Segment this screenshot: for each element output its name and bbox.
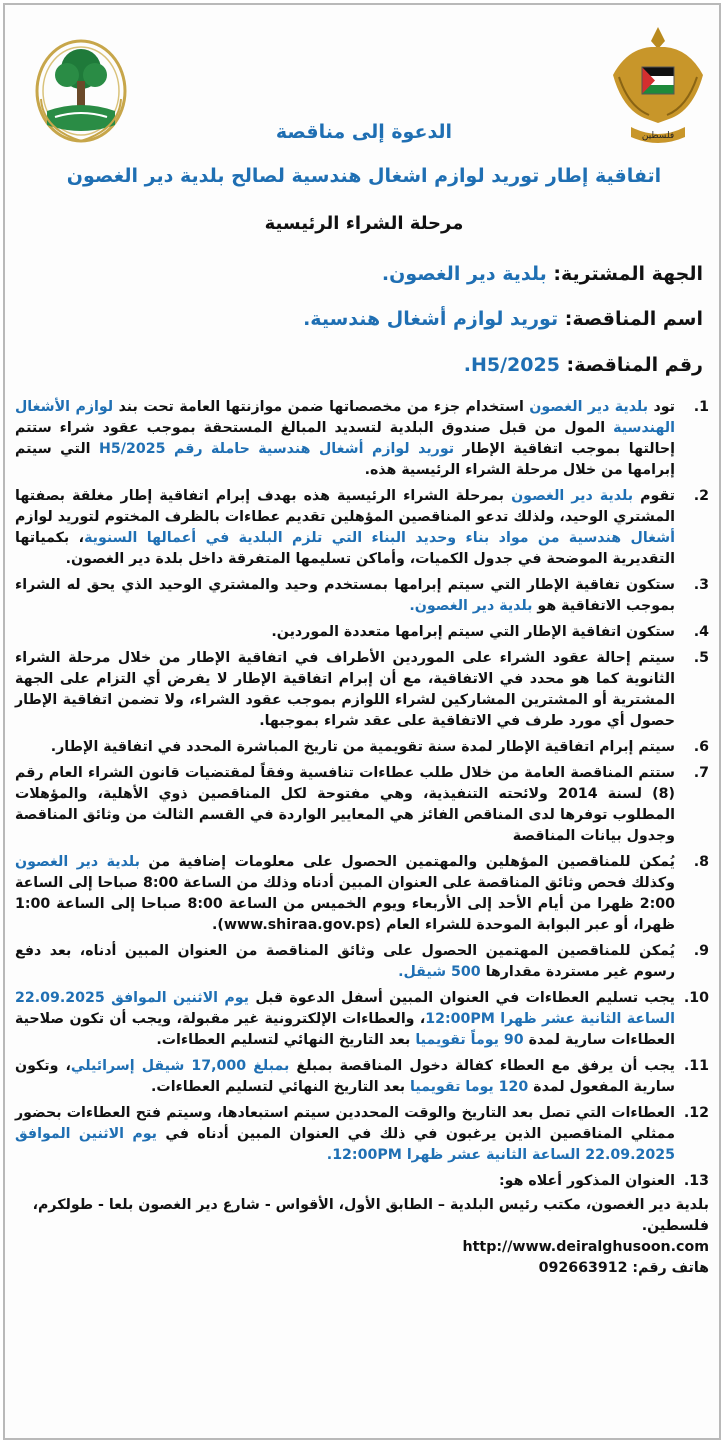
highlighted-text: 500 شيقل.: [398, 964, 481, 980]
item-number: 11.: [683, 1058, 709, 1074]
item-number: 7.: [693, 765, 709, 781]
list-item: [15, 397, 709, 481]
highlighted-text: بلدية دير الغصون: [15, 854, 140, 870]
item-number: 3.: [693, 577, 709, 593]
highlighted-text: 90 يوماً تقويميا: [415, 1032, 524, 1048]
list-item: [15, 1171, 709, 1192]
item-text: ، بكمياتها التقديرية الموضحة في جدول الكميات، وأماكن تسليمها المتفرقة داخل بلدة دير الغصون.: [15, 530, 675, 567]
highlighted-text: لوازم الأشغال الهندسية: [15, 399, 675, 436]
item-number: 12.: [683, 1105, 709, 1121]
list-item: [15, 988, 709, 1051]
highlighted-text: أشغال هندسية من مواد بناء وحديد البناء التي تلزم البلدية في أعمالها السنوية: [84, 530, 675, 546]
item-number: 6.: [693, 739, 709, 755]
item-number: 1.: [693, 399, 709, 415]
item-text: العنوان المذكور أعلاه هو:: [499, 1173, 675, 1189]
list-item: [15, 941, 709, 983]
website-link[interactable]: http://www.deiralghusoon.com: [462, 1239, 709, 1255]
buyer-value: بلدية دير الغصون.: [381, 263, 547, 285]
tender-number-value: H5/2025.: [463, 354, 560, 376]
list-item: [15, 575, 709, 617]
terms-items: [15, 397, 709, 1192]
tender-number-field: [464, 354, 703, 376]
item-text: تود: [648, 399, 675, 415]
item-text: ستكون اتفاقية الإطار التي سيتم إبرامها متعددة الموردين.: [271, 624, 675, 640]
list-item: [15, 1103, 709, 1166]
item-text: سيتم إبرام اتفاقية الإطار لمدة سنة تقويمية من تاريخ المباشرة المحدد في اتفاقية الإطار.: [50, 739, 675, 755]
item-text: ، وتكون سارية المفعول لمدة: [15, 1058, 675, 1095]
advertisement-page: [3, 3, 721, 1440]
item-text: استخدام جزء من مخصصاتها ضمن موازنتها العامة تحت بند: [113, 399, 530, 415]
terms-list: [15, 397, 709, 1279]
item-text: ، والعطاءات الإلكترونية غير مقبولة، ويجب أن تكون صلاحية العطاءات سارية لمدة: [15, 1011, 675, 1048]
highlighted-text: يوم الاثنين الموافق 22.09.2025 الساعة الثانية عشر ظهرا 12:00PM.: [15, 1126, 675, 1163]
item-text: يُمكن للمناقصين المؤهلين والمهتمين الحصول على معلومات إضافية من: [139, 854, 675, 870]
item-text: تقوم: [633, 488, 675, 504]
tender-title: اتفاقية إطار توريد لوازم اشغال هندسية لصالح بلدية دير الغصون: [66, 165, 662, 187]
tender-name-label: اسم المناقصة:: [564, 308, 703, 330]
item-number: 13.: [683, 1173, 709, 1189]
item-text: التي سيتم إبرامها من خلال مرحلة الشراء الرئيسية هذه.: [15, 441, 675, 478]
item-text: بمرحلة الشراء الرئيسية هذه بهدف إبرام اتفاقية إطار مغلقة بصفتها المشتري الوحيد، ولذلك تدعو المناقصين المؤهلين تقديم عطاءات بالظرف المختوم لتوريد لوازم: [15, 488, 675, 525]
item-text: يجب تسليم العطاءات في العنوان المبين أسفل الدعوة قبل: [249, 990, 675, 1006]
emblem-caption: فلسطين: [641, 131, 675, 141]
buyer-label: الجهة المشترية:: [553, 263, 703, 285]
highlighted-text: يوم الاثنين الموافق 22.09.2025 الساعة الثانية عشر ظهرا 12:00PM: [15, 990, 675, 1027]
address-line: بلدية دير الغصون، مكتب رئيس البلدية – الطابق الأول، الأقواس - شارع دير الغصون بلعا - طولكرم، فلسطين.: [32, 1197, 709, 1234]
item-text: يُمكن للمناقصين المهتمين الحصول على وثائق المناقصة من العنوان المبين أدناه، بعد دفع رسوم غير مستردة مقدارها: [15, 943, 675, 980]
item-text: سيتم إحالة عقود الشراء على الموردين الأطراف في اتفاقية الإطار من خلال مرحلة الشراء الثانوية كما هو محدد في الاتفاقية، مع أن إبرام اتفاقية الإطار لا يفرض أي التزام على الجهة المشترية أو المشترين المشاركين لشراء اللوازم بموجب عقود الشراء، ولا تضمن اتفاقية الإطار حصول أي مورد طرف في الاتفاقية على عقد شراء بموجبها.: [15, 650, 675, 729]
highlighted-text: توريد لوازم أشغال هندسية حاملة رقم H5/2025: [99, 441, 455, 457]
item-text: يجب أن يرفق مع العطاء كفالة دخول المناقصة بمبلغ: [289, 1058, 676, 1074]
item-text: العطاءات التي تصل بعد التاريخ والوقت المحددين سيتم استبعادها، وسيتم فتح العطاءات بحضور ممثلي المناقصين الذين يرغبون في ذلك في العنوان المبين أدناه في: [15, 1105, 675, 1142]
tender-name-field: [303, 308, 703, 330]
list-item: [15, 763, 709, 847]
phase-heading: مرحلة الشراء الرئيسية: [264, 213, 464, 234]
item-number: 10.: [683, 990, 709, 1006]
item-text: المول من قبل صندوق البلدية لتسديد المبالغ المستحقة بموجب عقود شراء ستتم إحالتها بموجب اتفاقية الإطار: [15, 420, 675, 457]
buyer-field: [382, 263, 703, 285]
item-text: بعد التاريخ النهائي لتسليم العطاءات.: [151, 1079, 411, 1095]
tender-number-label: رقم المناقصة:: [566, 354, 703, 376]
item-text: ستتم المناقصة العامة من خلال طلب عطاءات تنافسية وفقاً لمقتضيات قانون الشراء العام رقم (8) لسنة 2014 ولائحته التنفيذية، وهي مفتوحة لكل المناقصين ذوي الأهلية، والمؤهلات المطلوب توفرها لدى المناقص الفائز هي المعايير الواردة في القسم الثالث من وثائق المناقصة وجدول بيانات المناقصة: [15, 765, 675, 844]
tender-name-value: توريد لوازم أشغال هندسية.: [303, 308, 559, 330]
item-number: 8.: [693, 854, 709, 870]
item-number: 9.: [693, 943, 709, 959]
list-item: [15, 852, 709, 936]
phone-number: هاتف رقم: 092663912: [538, 1260, 709, 1276]
list-item: [15, 1056, 709, 1098]
list-item: [15, 737, 709, 758]
list-item: [15, 648, 709, 732]
item-text: وكذلك فحص وثائق المناقصة على العنوان المبين أدناه وذلك من الساعة 8:00 صباحا إلى الساعة 2:00 ظهرا من أيام الأحد إلى الأربعاء ويوم الخميس من الساعة 8:00 صباحا إلى الساعة 1:00 ظهرا، أو عبر البوابة الموحدة للشراء العام (www.shiraa.gov.ps).: [15, 875, 675, 933]
highlighted-text: بمبلغ 17,000 شيقل إسرائيلي: [70, 1058, 290, 1074]
item-number: 2.: [693, 488, 709, 504]
highlighted-text: 120 يوما تقويميا: [410, 1079, 529, 1095]
item-text: بعد التاريخ النهائي لتسليم العطاءات.: [156, 1032, 416, 1048]
invitation-heading: الدعوة إلى مناقصة: [275, 121, 453, 143]
highlighted-text: بلدية دير الغصون.: [409, 598, 533, 614]
item-number: 5.: [693, 650, 709, 666]
item-number: 4.: [693, 624, 709, 640]
highlighted-text: بلدية دير الغصون: [529, 399, 649, 415]
list-item: [15, 486, 709, 570]
item-text: ستكون تفاقية الإطار التي سيتم إبرامها بمستخدم وحيد والمشتري الوحيد الذي يحق له الشراء بموجب الاتفاقية هو: [15, 577, 675, 614]
list-item: [15, 622, 709, 643]
highlighted-text: بلدية دير الغصون: [511, 488, 634, 504]
